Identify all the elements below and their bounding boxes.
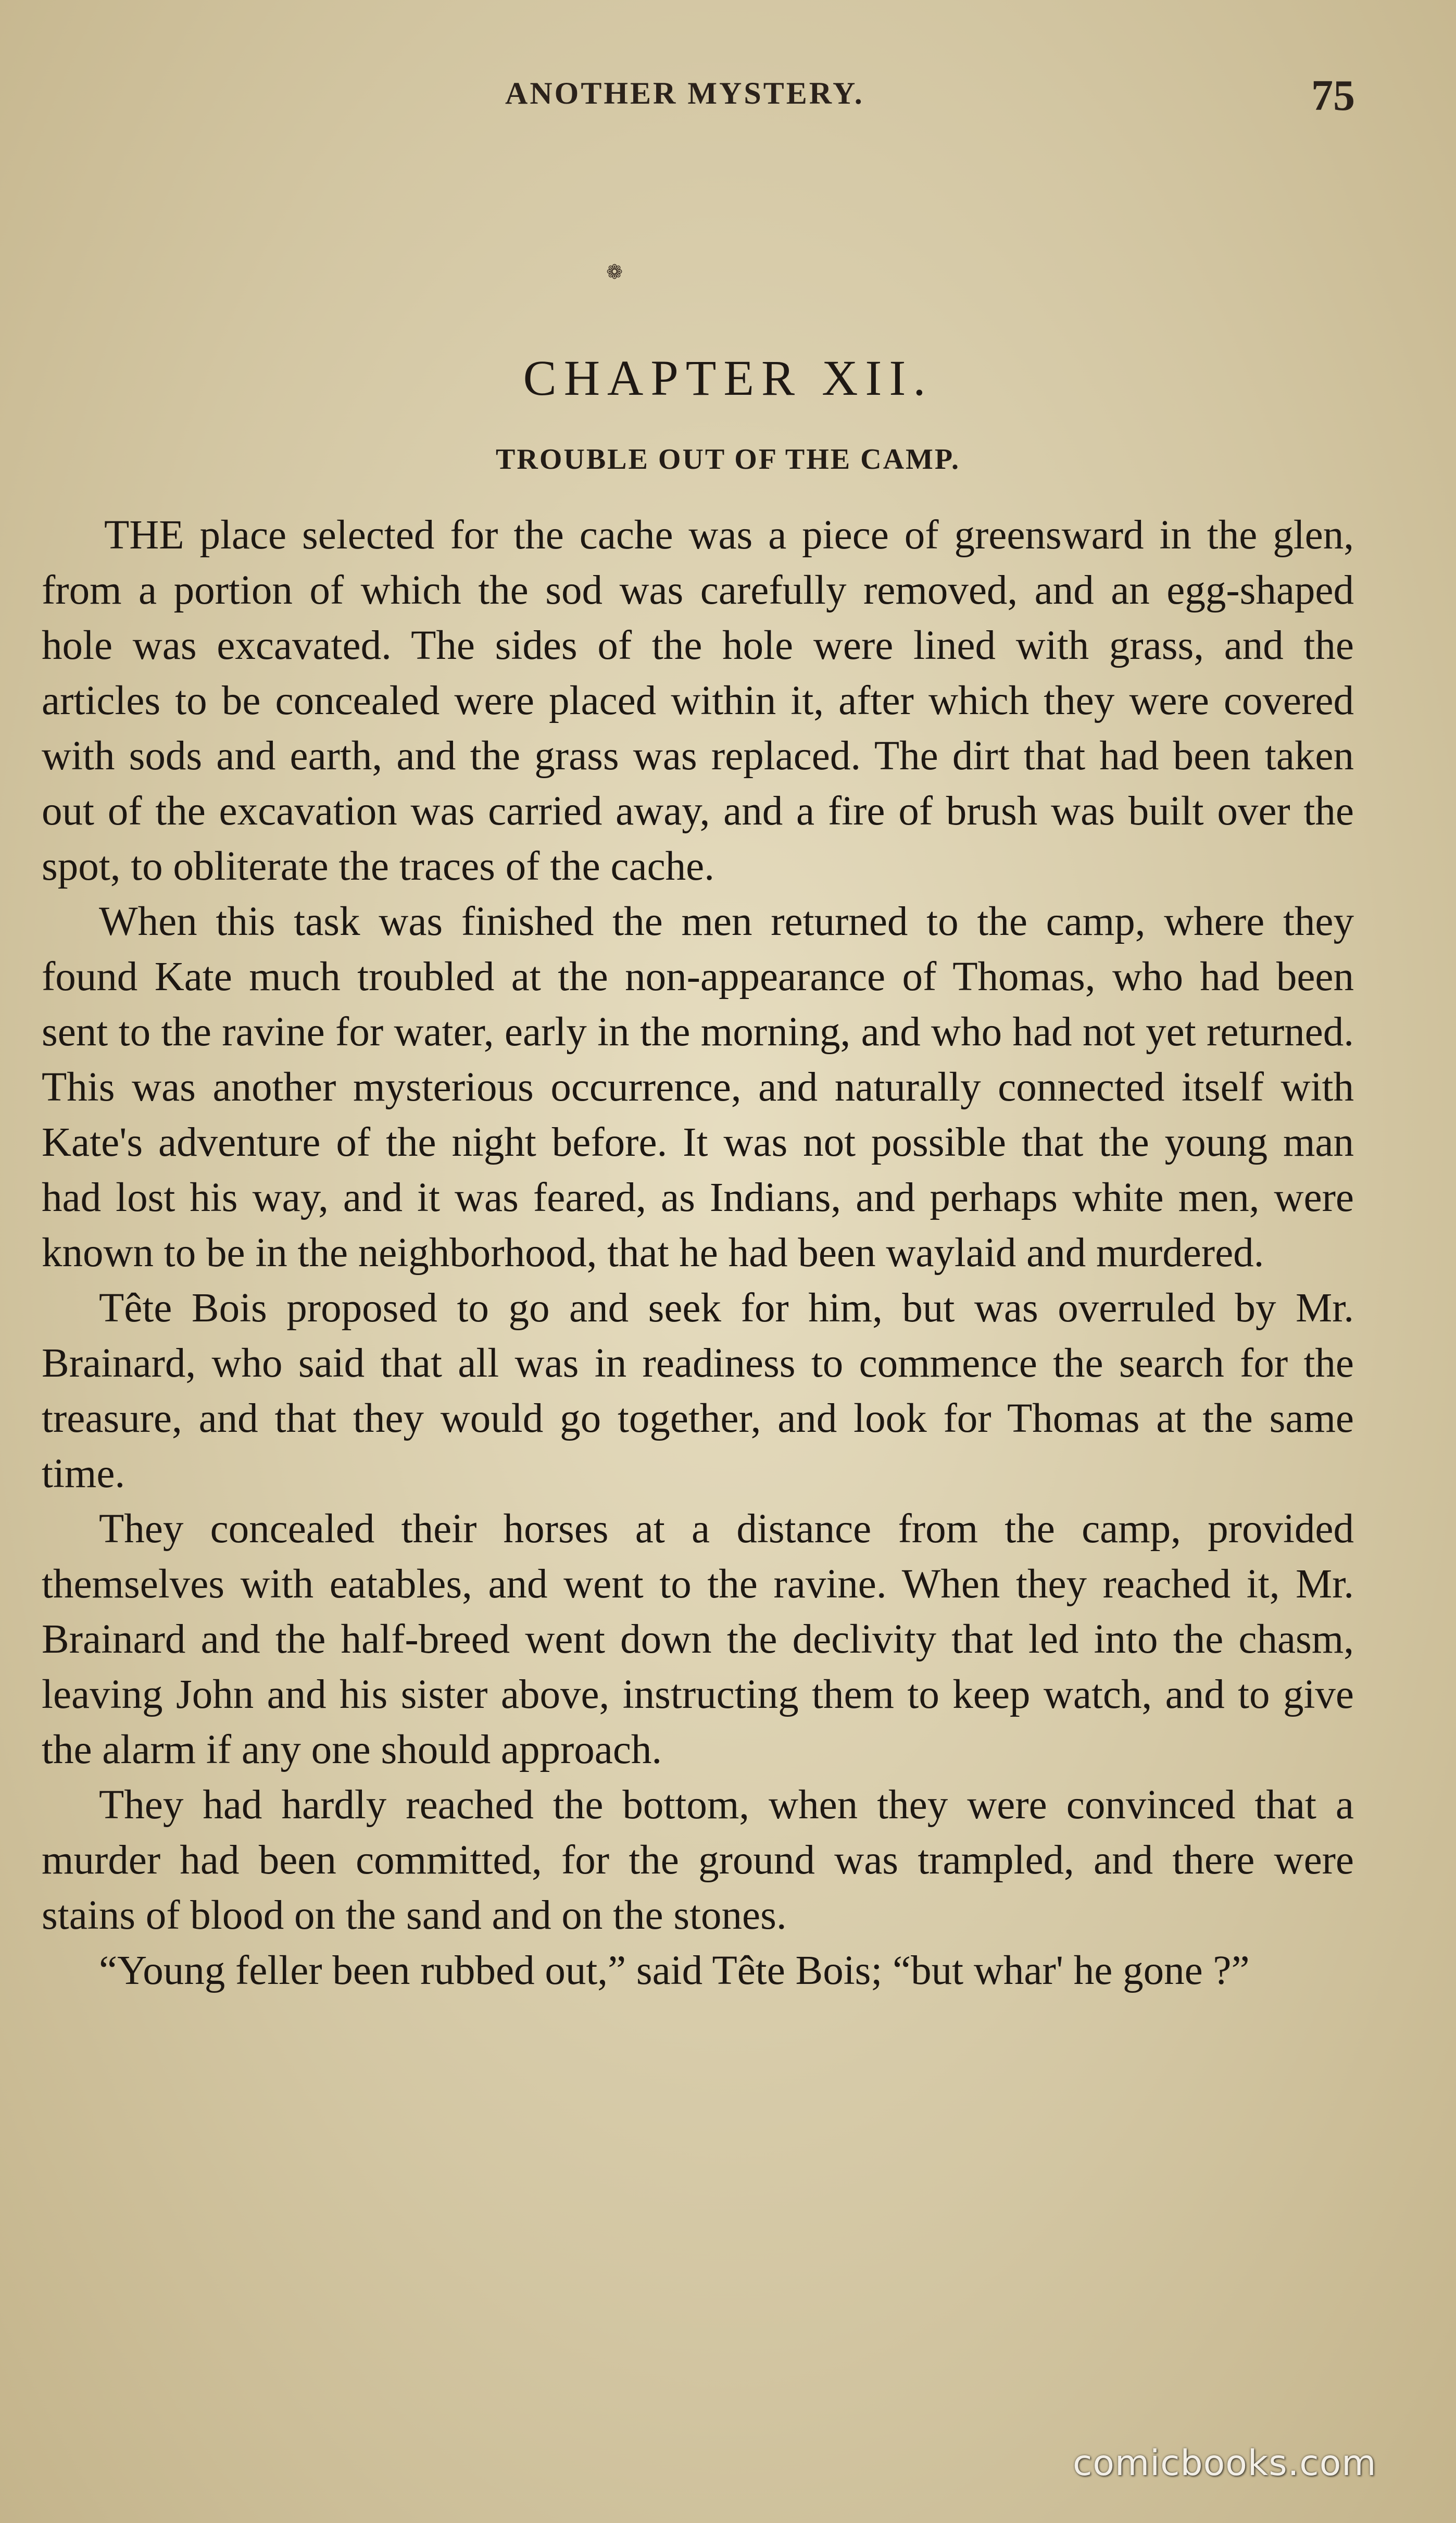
watermark: comicbooks.com bbox=[1073, 2443, 1377, 2484]
page-number: 75 bbox=[1311, 71, 1355, 120]
running-title: ANOTHER MYSTERY. bbox=[505, 76, 864, 110]
paragraph: “Young feller been rubbed out,” said Tête Bois; “but whar' he gone ?” bbox=[99, 1948, 1250, 1993]
running-head bbox=[0, 70, 1456, 122]
paragraph: THE place selected for the cache was a piece of greensward in the glen, from a portion of which the sod was carefully removed, and an egg-shaped hole was excavated. The sides of the hole were lined with grass, and the articles to be concealed were placed within it, after which they were covered with sods and earth, and the grass was replaced. The dirt that had been taken out of the excavation was carried away, and a fire of brush was built over the spot, to obliterate the traces of the cache. bbox=[42, 513, 1354, 889]
chapter-body bbox=[42, 508, 1354, 1999]
chapter-title: CHAPTER XII. bbox=[523, 350, 933, 406]
paragraph: Tête Bois proposed to go and seek for him, but was overruled by Mr. Brainard, who said that all was in readiness to commence the search for the treasure, and that they would go together, and look for Thomas at the same time. bbox=[42, 1285, 1354, 1496]
chapter-subtitle: TROUBLE OUT OF THE CAMP. bbox=[496, 443, 960, 476]
paragraph: They had hardly reached the bottom, when they were convinced that a murder had been committed, for the ground was trampled, and there were stains of blood on the sand and on the stones. bbox=[42, 1782, 1354, 1938]
paragraph: When this task was finished the men returned to the camp, where they found Kate much troubled at the non-appearance of Thomas, who had been sent to the ravine for water, early in the morning, and who had not yet returned. This was another mysterious occurrence, and naturally connected itself with Kate's adventure of the night before. It was not possible that the young man had lost his way, and it was feared, as Indians, and perhaps white men, were known to be in the neighborhood, that he had been waylaid and murdered. bbox=[42, 899, 1354, 1276]
paragraph: They concealed their horses at a distance from the camp, provided themselves with eatables, and went to the ravine. When they reached it, Mr. Brainard and the half-breed went down the declivity that led into the chasm, leaving John and his sister above, instructing them to keep watch, and to give the alarm if any one should approach. bbox=[42, 1506, 1354, 1772]
fleuron-icon: ❁ bbox=[606, 260, 623, 283]
